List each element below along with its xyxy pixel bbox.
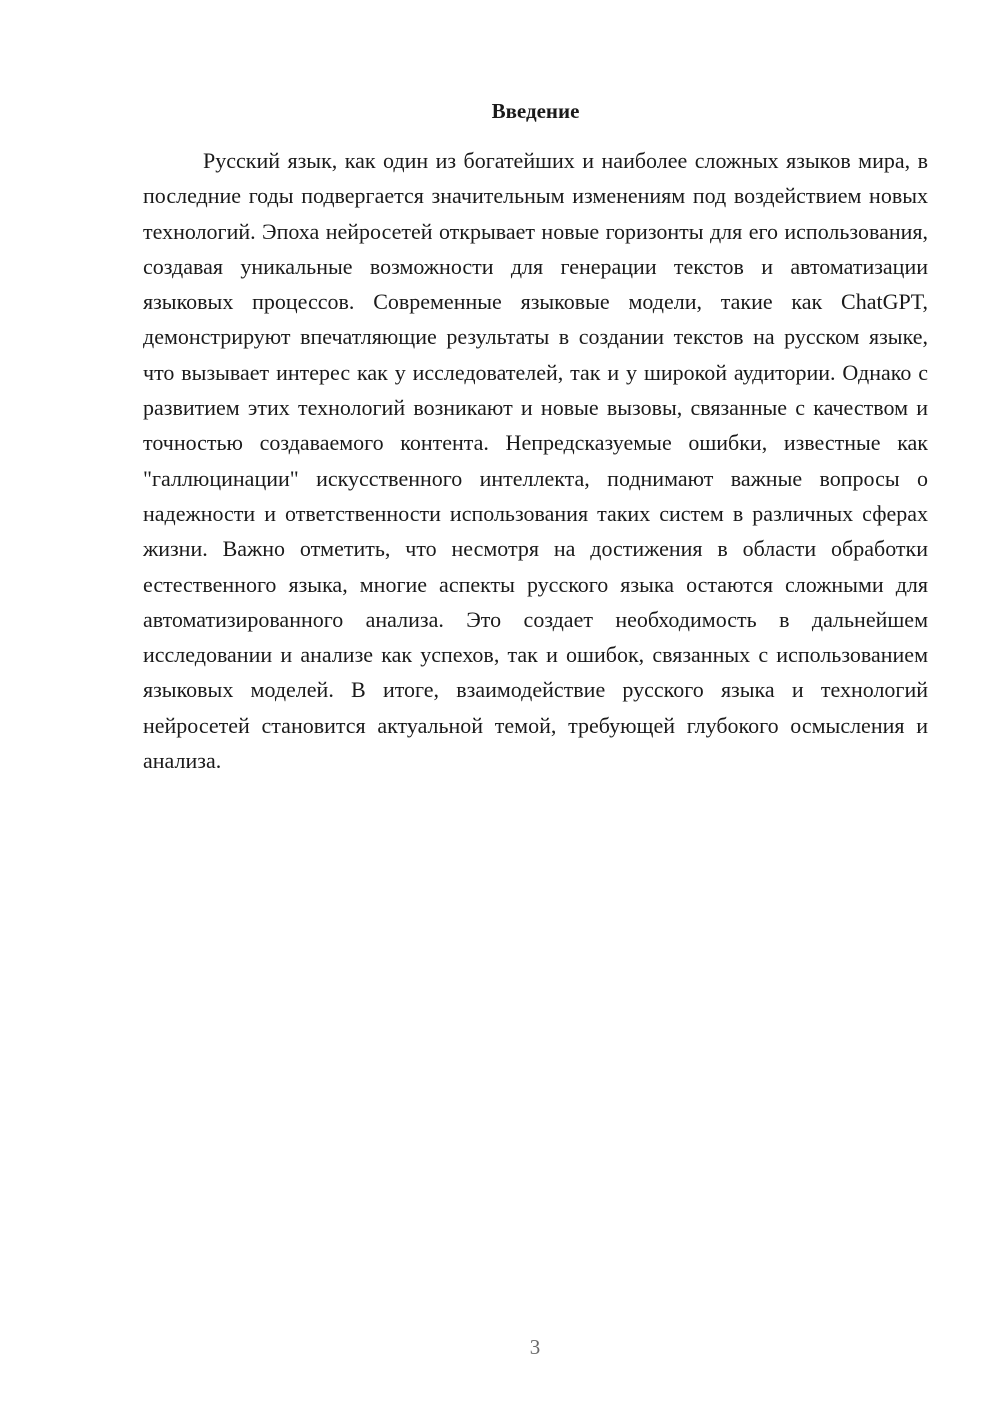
body-paragraph: Русский язык, как один из богатейших и наиболее сложных языков мира, в последние годы подвергается значительным изменениям под воздействием новых технологий. Эпоха нейросетей открывает новые горизонты для его использования, создавая уникальные возможности для генерации текстов и автоматизации языковых процессов. Современные языковые модели, такие как ChatGPT, демонстрируют впечатляющие результаты в создании текстов на русском языке, что вызывает интерес как у исследователей, так и у широкой аудитории. Однако с развитием этих технологий возникают и новые вызовы, связанные с качеством и точностью создаваемого контента. Непредсказуемые ошибки, известные как "галлюцинации" искусственного интеллекта, поднимают важные вопросы о надежности и ответственности использования таких систем в различных сферах жизни. Важно отметить, что несмотря на достижения в области обработки естественного языка, многие аспекты русского языка остаются сложными для автоматизированного анализа. Это создает необходимость в дальнейшем исследовании и анализе как успехов, так и ошибок, связанных с использованием языковых моделей. В итоге, взаимодействие русского языка и технологий нейросетей становится актуальной темой, требующей глубокого осмысления и анализа.	[143, 148, 928, 774]
page-title: Введение	[491, 99, 580, 123]
page-number: 3	[529, 1335, 541, 1359]
